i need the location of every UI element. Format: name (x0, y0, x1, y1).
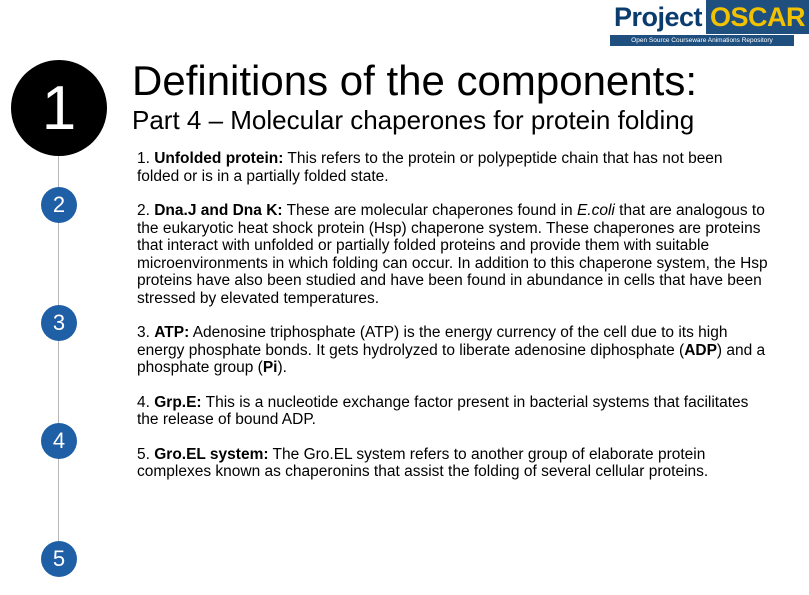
definition-groel (137, 446, 769, 481)
item-text: Adenosine triphosphate (ATP) is the energy currency of the cell due to its high energy phosphate bonds. It gets hydrolyzed to liberate adenosine diphosphate ( (137, 324, 728, 359)
definition-atp (137, 324, 769, 377)
item-number: 2. (137, 202, 155, 219)
item-bold: Pi (262, 359, 278, 376)
item-text: ) and a phosphate group ( (137, 341, 766, 376)
item-bold: ADP (684, 341, 717, 359)
definition-dnaj-dnak (137, 202, 769, 307)
item-term: ATP: (154, 324, 190, 341)
item-number: 4. (137, 393, 155, 411)
item-term: Dna.J and Dna K: (154, 202, 283, 219)
nav-button-2[interactable]: 2 (41, 187, 77, 223)
item-text: The Gro.EL system refers to another group of elaborate protein complexes known as chaperonins that assist the folding of several cellular proteins. (137, 445, 709, 480)
slide-subtitle: Part 4 – Molecular chaperones for protein folding (132, 105, 695, 135)
item-number: 5. (137, 445, 155, 463)
nav-button-4[interactable]: 4 (41, 423, 77, 459)
nav-button-5[interactable]: 5 (41, 541, 77, 577)
item-text: These are molecular chaperones found in (282, 202, 577, 219)
item-number: 1. (137, 150, 155, 167)
item-number: 3. (137, 324, 155, 341)
nav-button-3[interactable]: 3 (41, 305, 77, 341)
item-text: ). (277, 359, 287, 376)
section-number-badge: 1 (11, 60, 107, 156)
slide-title: Definitions of the components: (132, 57, 697, 104)
project-oscar-logo (610, 0, 806, 46)
logo-word-oscar: OSCAR (706, 0, 809, 34)
item-italic: E.coli (576, 202, 615, 219)
definitions-list (137, 150, 769, 498)
logo-tagline: Open Source Courseware Animations Repository (610, 35, 794, 46)
definition-grpe (137, 394, 769, 429)
item-term: Gro.EL system: (154, 445, 269, 463)
logo-word-project: Project (610, 0, 706, 34)
item-term: Unfolded protein: (154, 150, 284, 167)
item-text: This refers to the protein or polypeptide chain that has not been folded or is in a partially folded state. (137, 150, 723, 185)
item-text: that are analogous to the eukaryotic heat shock protein (Hsp) chaperone system. These chaperones are proteins that interact with unfolded or partially folded proteins and provide them with suitable microenvironments in which folding can occur. In addition to this chaperone system, the Hsp proteins have also been studied and have been found in abundance in cells that have been stressed by elevated temperatures. (137, 202, 768, 307)
item-text: This is a nucleotide exchange factor present in bacterial systems that facilitates the release of bound ADP. (137, 393, 749, 428)
definition-unfolded-protein (137, 150, 769, 185)
item-term: Grp.E: (154, 393, 202, 411)
